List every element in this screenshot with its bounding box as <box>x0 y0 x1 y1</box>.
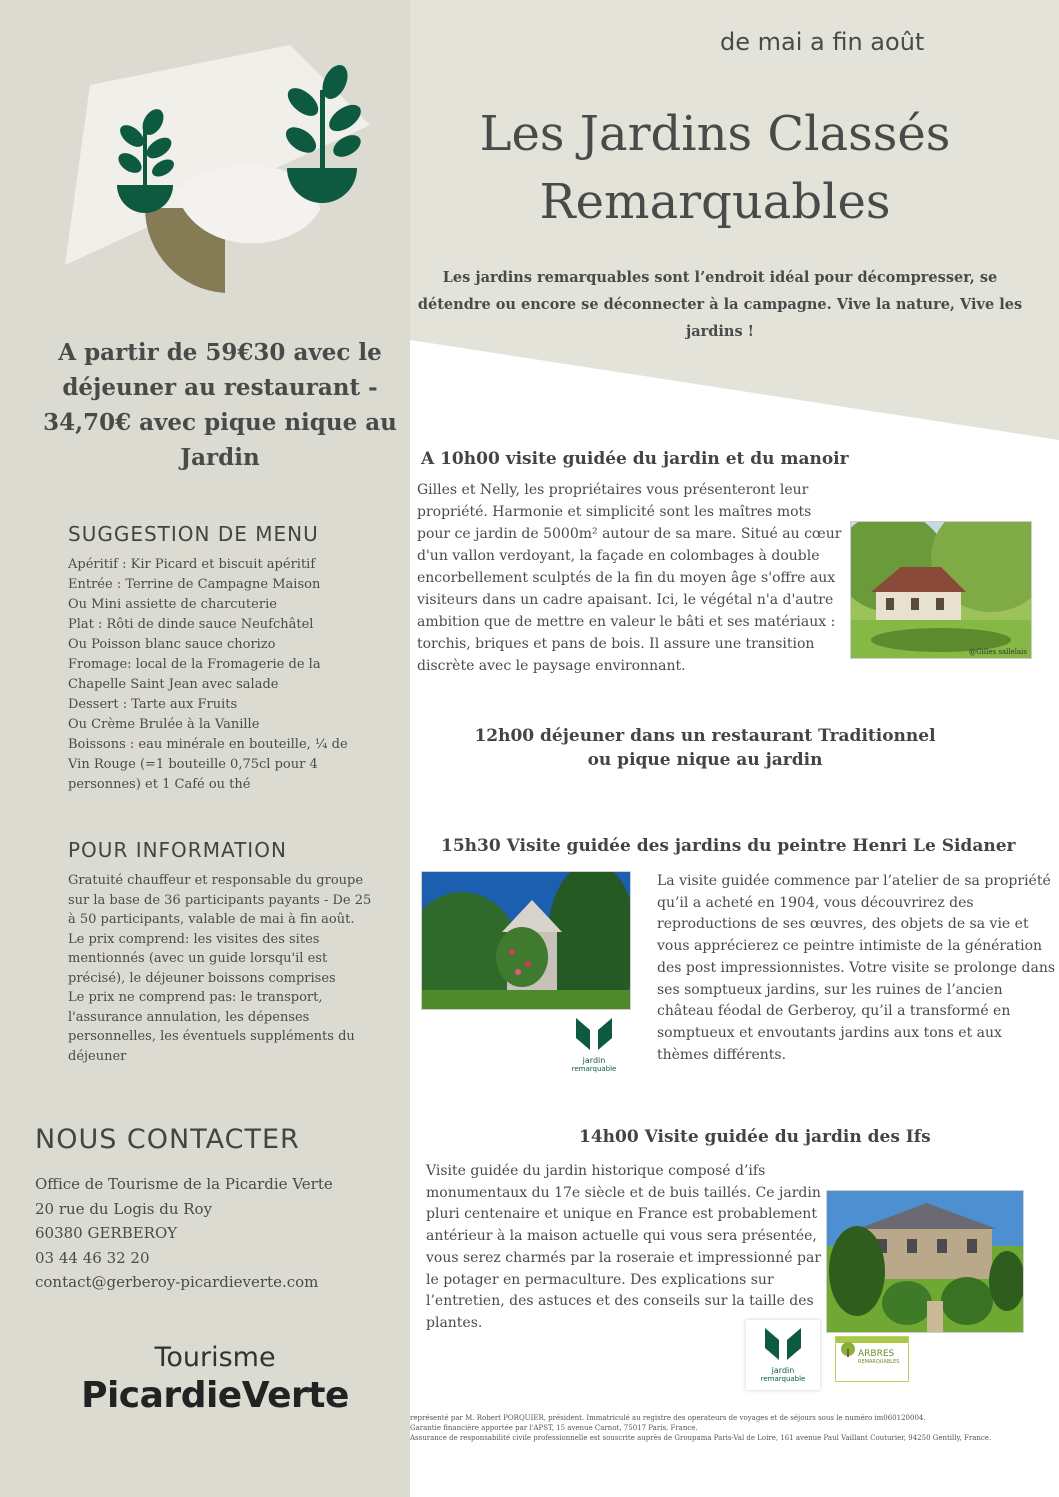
badge-label: jardin <box>771 1366 795 1375</box>
text-line: plantes. <box>426 1314 483 1331</box>
date-range: de mai a fin août <box>720 28 925 56</box>
menu-line: Apéritif : Kir Picard et biscuit apéritif <box>68 557 316 572</box>
manoir-photo <box>850 521 1032 659</box>
text-line: reproductions de ses œuvres, des objets de sa vie et <box>657 916 1029 933</box>
menu-line: Plat : Rôti de dinde sauce Neufchâtel <box>68 617 314 632</box>
badge-label: ARBRES <box>858 1349 895 1359</box>
visit-sidaner-heading: 15h30 Visite guidée des jardins du peintre Henri Le Sidaner <box>441 836 1016 856</box>
text-line: l’entretien, des astuces et des conseils sur la taille des <box>426 1293 814 1310</box>
badge-label: jardin <box>582 1056 606 1065</box>
title-line: Les Jardins Classés <box>479 106 951 162</box>
menu-line: Chapelle Saint Jean avec salade <box>68 677 279 692</box>
contact-email[interactable]: contact@gerberoy-picardieverte.com <box>35 1273 319 1291</box>
menu-line: Ou Mini assiette de charcuterie <box>68 597 277 612</box>
intro-text <box>415 264 1025 345</box>
footnote-line: Assurance de responsabilité civile professionnelle est souscrite auprès de Groupama Paris-Val de Loire, 161 avenue Paul Vaillant Couturier, 94250 Gentilly, France. <box>410 1434 992 1442</box>
jardin-remarquable-badge-1 <box>570 1016 618 1072</box>
arbres-remarquables-badge <box>835 1336 909 1382</box>
jardin-remarquable-badge-2 <box>746 1320 820 1390</box>
price-summary <box>30 335 410 475</box>
text-line: ses somptueux jardins, sur les ruines de l’ancien <box>657 981 1003 998</box>
contact-city: 60380 GERBEROY <box>35 1224 178 1242</box>
menu-line: Fromage: local de la Fromagerie de la <box>68 657 321 672</box>
footnote-line: représenté par M. Robert PORQUIER, président. Immatriculé au registre des operateurs de voyages et de séjours sous le numéro im060120004. <box>410 1414 926 1422</box>
text-line: somptueux et envoutants jardins aux tons et aux <box>657 1024 1002 1041</box>
badge-label: remarquable <box>760 1375 806 1383</box>
visit-ifs-text <box>426 1161 821 1335</box>
price-line: 34,70€ avec pique nique au <box>43 409 397 436</box>
brand-line1: Tourisme <box>154 1342 276 1373</box>
sidaner-photo <box>421 871 631 1010</box>
visit-sidaner-text <box>657 871 1055 1066</box>
text-line: discrète avec le paysage environnant. <box>417 658 686 674</box>
title-line: Remarquables <box>539 174 891 230</box>
text-line: La visite guidée commence par l’atelier de sa propriété <box>657 873 1051 889</box>
info-line: à 50 participants, valable de mai à fin août. <box>68 912 355 927</box>
text-line: antérieur à la maison actuelle qui vous sera présentée, <box>426 1228 817 1245</box>
page-title <box>420 100 1010 236</box>
photo-credit: @Gilles sallelais <box>969 648 1027 656</box>
text-line: d'un vallon verdoyant, la façade en colombages à double <box>417 548 820 564</box>
menu-line: personnes) et 1 Café ou thé <box>68 777 251 792</box>
price-line: A partir de 59€30 avec le <box>58 339 382 366</box>
text-line: des post impressionnistes. Votre visite se prolonge dans <box>657 959 1056 976</box>
text-line: thèmes différents. <box>657 1046 787 1063</box>
text-line: torchis, briques et pans de bois. Il assure une transition <box>417 636 815 652</box>
plant-pots-illustration <box>55 40 385 310</box>
footnote-line: Garantie financière apportée par l'APST, 15 avenue Carnot, 75017 Paris, France. <box>410 1424 698 1432</box>
menu-line: Ou Crème Brulée à la Vanille <box>68 717 260 732</box>
text-line: ambition que de mettre en valeur le bâti et ses matériaux : <box>417 614 836 630</box>
intro-line: détendre ou encore se déconnecter à la campagne. Vive la nature, Vive les <box>417 296 1023 313</box>
brand-line2: PicardieVerte <box>81 1375 349 1416</box>
menu-list <box>68 555 348 795</box>
visit-ifs-heading: 14h00 Visite guidée du jardin des Ifs <box>579 1127 931 1147</box>
menu-line: Boissons : eau minérale en bouteille, ¼ de <box>68 737 348 752</box>
badge-label: remarquable <box>571 1065 617 1073</box>
text-line: château féodal de Gerberoy, qu’il a transformé en <box>657 1003 1011 1020</box>
text-line: visiteurs dans un cadre apaisant. Ici, le végétal n'a d'autre <box>417 592 834 608</box>
info-line: Le prix comprend: les visites des sites <box>68 931 320 947</box>
price-line: Jardin <box>180 444 260 471</box>
text-line: encorbellement sculptés de la fin du moyen âge s'offre aux <box>417 570 836 586</box>
info-heading: POUR INFORMATION <box>68 838 287 862</box>
contact-phone[interactable]: 03 44 46 32 20 <box>35 1248 150 1267</box>
info-line: précisé), le déjeuner boissons comprises <box>68 970 336 986</box>
menu-line: Ou Poisson blanc sauce chorizo <box>68 637 276 652</box>
visit-manoir-text <box>417 479 841 677</box>
heading-line: 12h00 déjeuner dans un restaurant Traditionnel <box>474 726 936 746</box>
brand-logo <box>60 1342 370 1418</box>
info-line: mentionnés (avec un guide lorsqu'il est <box>68 951 328 966</box>
info-line: Gratuité chauffeur et responsable du groupe <box>68 873 364 888</box>
text-line: qu’il a acheté en 1904, vous découvrirez des <box>657 894 974 911</box>
heading-line: ou pique nique au jardin <box>587 750 823 770</box>
intro-line: Les jardins remarquables sont l’endroit idéal pour décompresser, se <box>442 269 998 286</box>
legal-footnote <box>410 1413 1050 1443</box>
lunch-heading <box>420 724 990 772</box>
menu-heading: SUGGESTION DE MENU <box>68 522 319 546</box>
info-line: l'assurance annulation, les dépenses <box>68 1009 310 1025</box>
menu-line: Dessert : Tarte aux Fruits <box>68 697 238 712</box>
text-line: monumentaux du 17e siècle et de buis taillés. Ce jardin <box>426 1184 821 1201</box>
contact-office: Office de Tourisme de la Picardie Verte <box>35 1175 333 1193</box>
menu-line: Entrée : Terrine de Campagne Maison <box>68 577 321 592</box>
text-line: propriété. Harmonie et simplicité sont les maîtres mots <box>417 504 812 520</box>
contact-details <box>35 1172 333 1295</box>
price-line: déjeuner au restaurant - <box>62 374 378 401</box>
contact-heading: NOUS CONTACTER <box>35 1124 300 1155</box>
text-line: le potager en permaculture. Des explications sur <box>426 1271 774 1288</box>
text-line: pluri centenaire et unique en France est probablement <box>426 1206 817 1223</box>
badge-label: REMARQUABLES <box>858 1359 900 1365</box>
info-line: sur la base de 36 participants payants - De 25 <box>68 892 372 908</box>
text-line: vous serez charmés par la roseraie et impressionné par <box>426 1249 822 1266</box>
info-list <box>68 871 371 1066</box>
contact-street: 20 rue du Logis du Roy <box>35 1199 213 1218</box>
text-line: pour ce jardin de 5000m² autour de sa mare. Situé au cœur <box>417 526 842 542</box>
visit-manoir-heading: A 10h00 visite guidée du jardin et du manoir <box>421 449 849 469</box>
text-line: Visite guidée du jardin historique composé d’ifs <box>426 1163 766 1179</box>
ifs-photo <box>826 1190 1024 1333</box>
intro-line: jardins ! <box>685 323 755 340</box>
info-line: déjeuner <box>68 1048 127 1064</box>
text-line: vous apprécierez ce peintre intimiste de la génération <box>657 938 1043 955</box>
text-line: Gilles et Nelly, les propriétaires vous présenteront leur <box>417 482 809 498</box>
menu-line: Vin Rouge (=1 bouteille 0,75cl pour 4 <box>68 757 318 772</box>
info-line: Le prix ne comprend pas: le transport, <box>68 990 323 1005</box>
info-line: personnelles, les éventuels suppléments du <box>68 1029 355 1044</box>
